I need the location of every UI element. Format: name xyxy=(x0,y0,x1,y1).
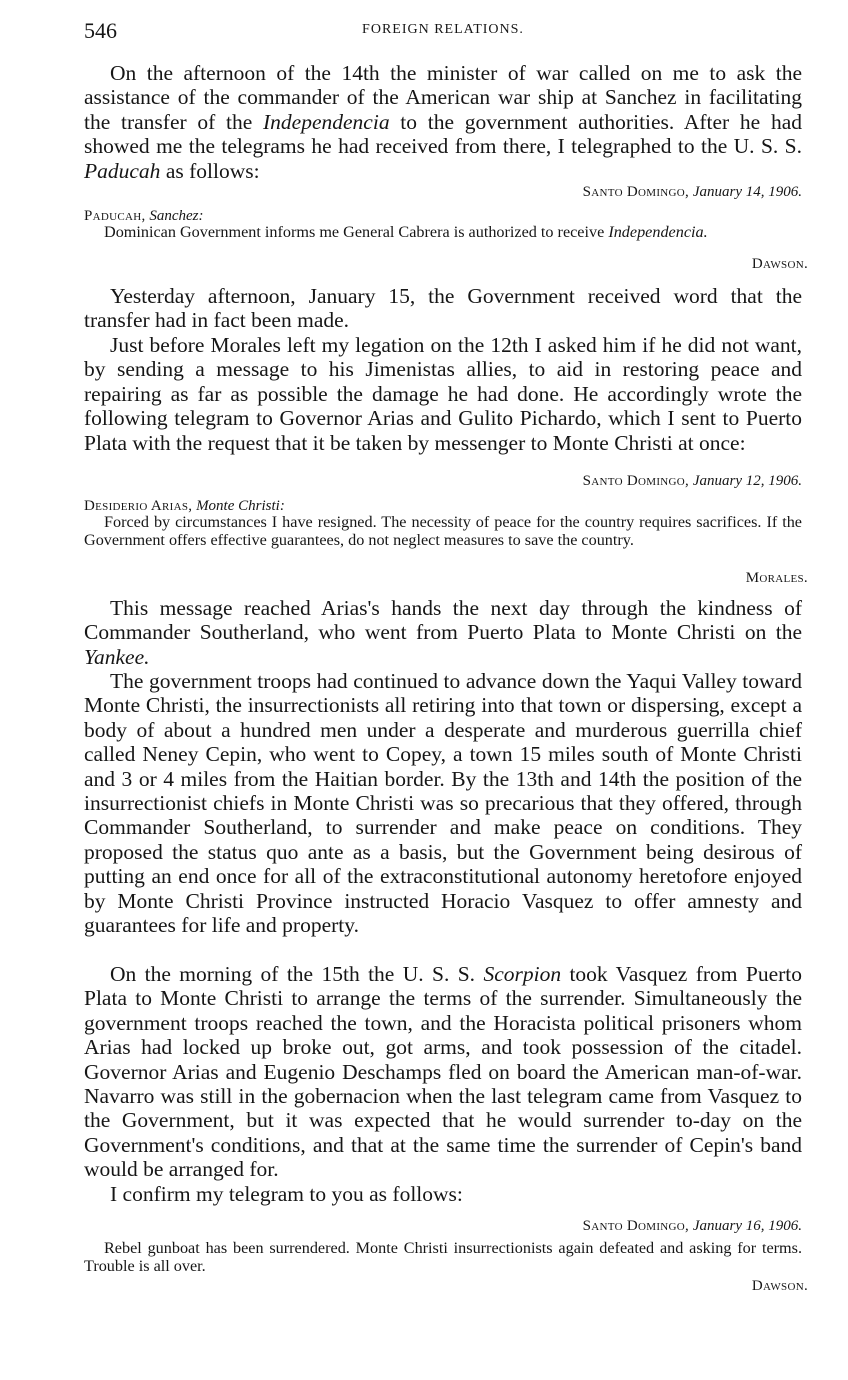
paragraph-1 xyxy=(84,61,802,183)
paragraph-7 xyxy=(84,1182,802,1206)
telegram-1-addressee-place: Sanchez: xyxy=(149,208,204,224)
paragraph-1-text-c: to the government authorities. After he had showed me the telegrams he had received from there, I telegraphed to the U. S. S. xyxy=(84,109,802,159)
telegram-1-body xyxy=(84,224,802,242)
telegram-3-signature: Dawson. xyxy=(751,1278,808,1294)
telegram-1-signature: Dawson. xyxy=(751,256,808,272)
telegram-1-date: January 14, 1906. xyxy=(692,184,802,200)
paragraph-4 xyxy=(84,596,802,669)
paragraph-6-text-c: took Vasquez from Puerto Plata to Monte Christi to arrange the terms of the surrender. Simultaneously the government troops reached the town, and the Horacista political prisoners whom Arias had locked up broke out, got arms, and took possession of the citadel. Governor Arias and Eugenio Deschamps fled on board the American man-of-war. Navarro was still in the gobernacion when the last telegram came from Vasquez to the Government, but it was expected that he would surrender to-day on the Government's conditions, and that at the same time the surrender of Cepin's band would be arranged for. xyxy=(84,962,802,1182)
paragraph-2 xyxy=(84,284,802,333)
paragraph-7-text: I confirm my telegram to you as follows: xyxy=(110,1182,463,1206)
telegram-1-addressee-name: Paducah, xyxy=(84,208,146,224)
telegram-3-place: Santo Domingo, xyxy=(582,1218,690,1234)
telegram-2-date: January 12, 1906. xyxy=(692,473,802,489)
paragraph-1-text-a: On the afternoon of the 14th the minister of war called on me to ask the assistance of the commander of the American war ship at Sanchez in facilitating the transfer of the xyxy=(84,61,802,134)
paragraph-5 xyxy=(84,669,802,937)
telegram-2-body: Forced by circumstances I have resigned. The necessity of peace for the country requires sacrifices. If the Government offers effective guarantees, do not neglect measures to save the country. xyxy=(84,513,802,549)
ship-name-paducah: Paducah xyxy=(84,158,161,183)
page-number: 546 xyxy=(84,18,117,43)
telegram-2-addressee-place: Monte Christi: xyxy=(196,498,285,514)
telegram-3-body: Rebel gunboat has been surrendered. Monte Christi insurrectionists again defeated and asking for terms. Trouble is all over. xyxy=(84,1239,802,1275)
telegram-3-date: January 16, 1906. xyxy=(692,1218,802,1234)
paragraph-4-text: This message reached Arias's hands the next day through the kindness of Commander Southerland, who went from Puerto Plata to Monte Christi on the xyxy=(84,596,802,645)
ship-name-scorpion: Scorpion xyxy=(483,962,562,986)
telegram-2-addressee-name: Desiderio Arias, xyxy=(84,498,193,514)
paragraph-5-text: The government troops had continued to advance down the Yaqui Valley toward Monte Christi, the insurrectionists all retiring into that town or dispersing, except a body of about a hundred men under a desperate and murderous guerrilla chief called Neney Cepin, who went to Copey, a town 15 miles south of Monte Christi and 3 or 4 miles from the Haitian border. By the 13th and 14th the position of the insurrectionist chiefs in Monte Christi was so precarious that they offered, through Commander Southerland, to surrender and make peace on conditions. They proposed the status quo ante as a basis, but the Government being desirous of putting an end once for all of the extraconstitutional autonomy heretofore enjoyed by Monte Christi Province instructed Horacio Vasquez to offer amnesty and guarantees for life and property. xyxy=(84,669,802,938)
telegram-2-place: Santo Domingo, xyxy=(582,473,690,489)
running-head: FOREIGN RELATIONS. xyxy=(362,22,524,37)
ship-name-independencia: Independencia xyxy=(263,109,390,134)
paragraph-2-text: Yesterday afternoon, January 15, the Government received word that the transfer had in fact been made. xyxy=(84,284,802,333)
telegram-2-signature: Morales. xyxy=(745,570,808,586)
ship-name-yankee: Yankee. xyxy=(84,644,150,669)
page-header xyxy=(84,18,802,48)
telegram-1-body-text: Dominican Government informs me General Cabrera is authorized to receive xyxy=(104,223,609,241)
paragraph-3-text: Just before Morales left my legation on the 12th I asked him if he did not want, by sending a message to his Jimenistas allies, to aid in restoring peace and repairing as far as possible the damage he had done. He accordingly wrote the following telegram to Governor Arias and Gulito Pichardo, which I sent to Puerto Plata with the request that it be taken by messenger to Monte Christi at once: xyxy=(84,333,802,455)
telegram-1-place: Santo Domingo, xyxy=(582,184,690,200)
paragraph-6-text-a: On the morning of the 15th the U. S. S. xyxy=(110,962,484,986)
telegram-3-dateline xyxy=(583,1218,802,1235)
paragraph-1-text-e: as follows: xyxy=(160,158,260,183)
paragraph-6 xyxy=(84,962,802,1182)
telegram-2-dateline xyxy=(583,473,802,490)
paragraph-3 xyxy=(84,333,802,455)
telegram-1-body-ship: Independencia. xyxy=(608,223,708,241)
telegram-1-dateline xyxy=(583,184,802,201)
